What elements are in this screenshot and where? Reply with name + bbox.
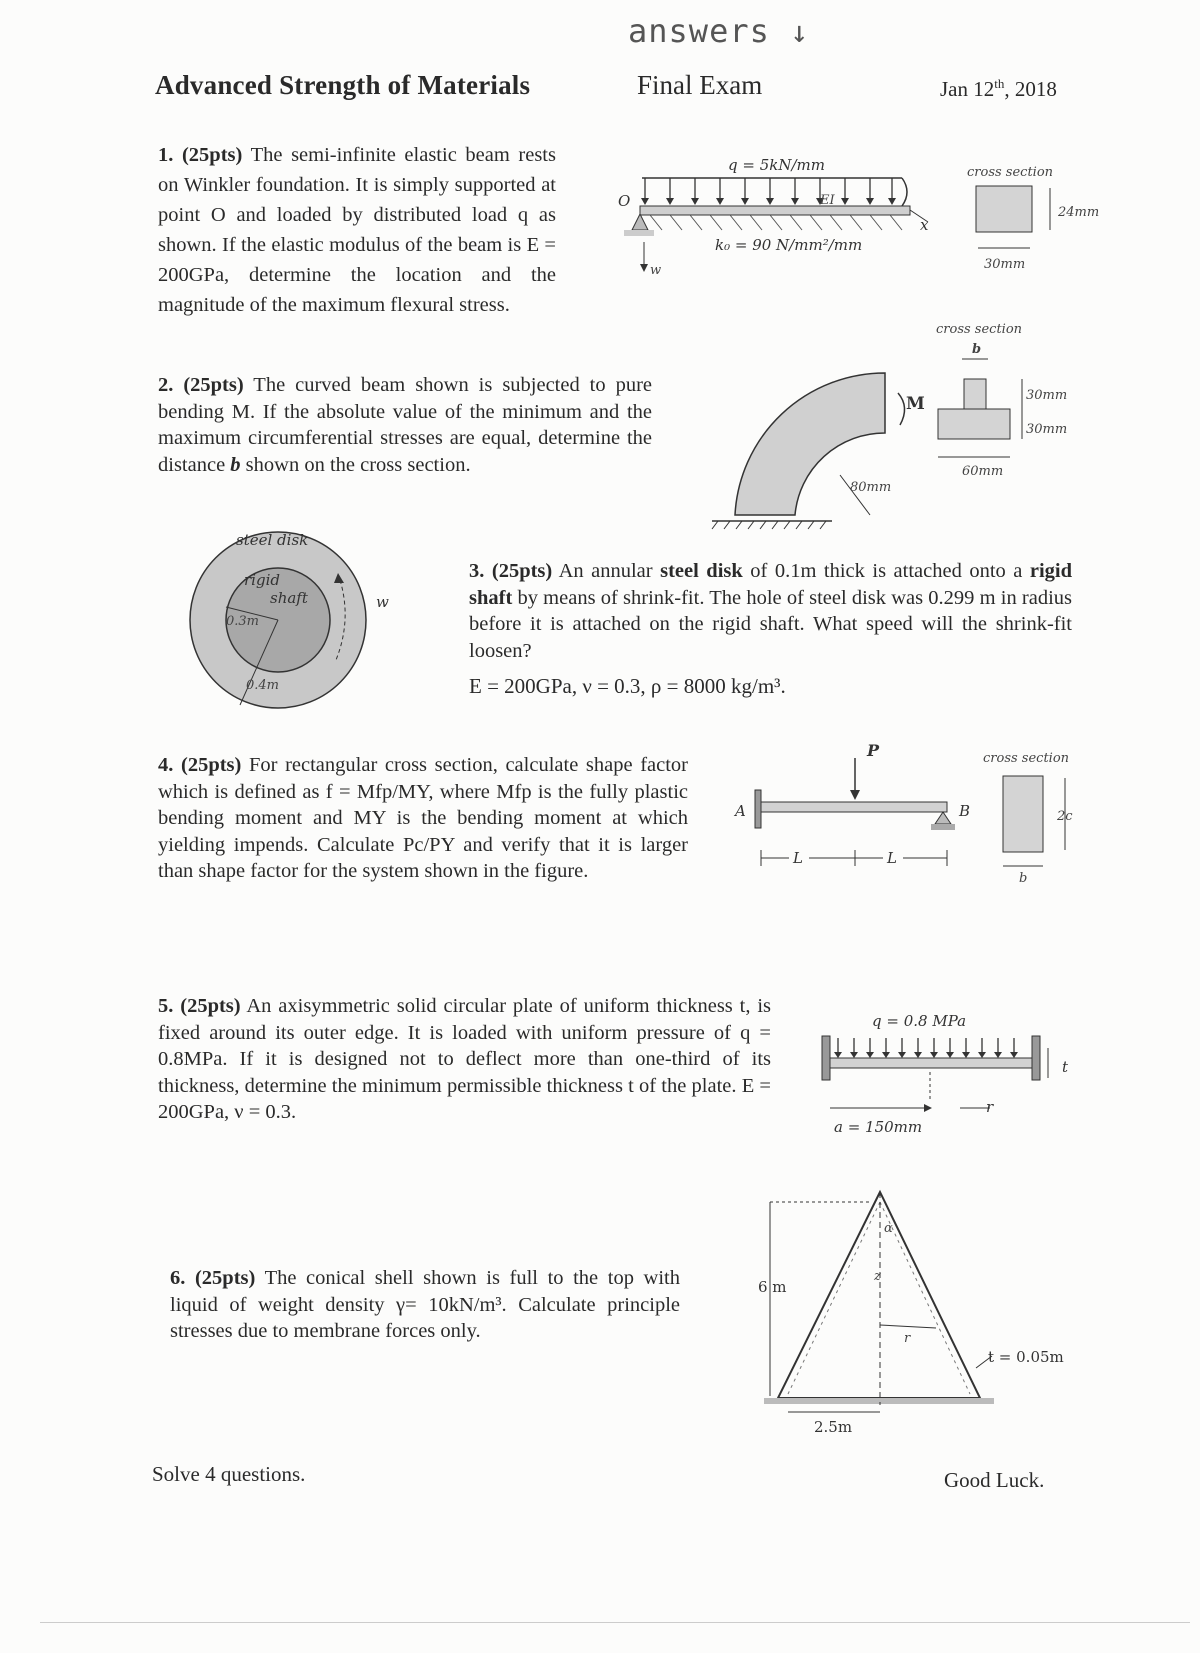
problem-4-figure (725, 738, 1095, 888)
p1-load-arrows (645, 178, 892, 200)
p6-thickness: t = 0.05m (988, 1348, 1064, 1366)
p1-foundation-label: k₀ = 90 N/mm²/mm (715, 236, 863, 254)
p1-point-o: O (618, 192, 631, 210)
p3-shaft-label-2: shaft (270, 589, 308, 607)
p6-height: 6 m (758, 1278, 787, 1296)
exam-title: Final Exam (637, 70, 763, 100)
p6-base: 2.5m (814, 1418, 853, 1436)
p2-cs-width: 60mm (962, 464, 1004, 479)
p1-pin-support (632, 214, 648, 230)
p5-radius-label: a = 150mm (834, 1118, 923, 1136)
footer-closing: Good Luck. (944, 1468, 1045, 1492)
p4-cs-title: cross section (983, 751, 1070, 766)
footer-instruction: Solve 4 questions. (152, 1462, 306, 1486)
p4-cs-width: b (1019, 871, 1028, 886)
p5-load-label: q = 0.8 MPa (872, 1012, 967, 1030)
course-title: Advanced Strength of Materials (155, 70, 531, 100)
p3-disk-label: steel disk (236, 531, 309, 549)
problem-3: 3. (25pts) An annular steel disk of 0.1m thick is attached onto a rigid shaft by means of shrink-fit. The hole of steel disk was 0.299 m in radius before it is attached on the rigid shaft. What speed will the shrink-fit loosen? (469, 560, 1072, 662)
p1-x-axis: x (920, 216, 929, 234)
p5-right-wall (1032, 1036, 1040, 1080)
p3-shaft-label-1: rigid (244, 571, 280, 589)
p6-r: r (904, 1331, 911, 1346)
problem-3-figure (180, 525, 410, 715)
p2-radius-label: 80mm (850, 480, 892, 495)
p2-cs-b: b (972, 342, 982, 357)
p1-beam (640, 206, 910, 215)
p3-omega-label: w (376, 593, 389, 611)
exam-date: Jan 12th, 2018 (940, 76, 1057, 101)
problem-5-figure (810, 1000, 1100, 1140)
p4-span-2: L (887, 849, 897, 867)
p2-cs-flange (938, 409, 1010, 439)
problem-6-figure (740, 1180, 1100, 1440)
p5-thickness-label: t (1062, 1058, 1069, 1076)
p1-cross-section (976, 186, 1032, 232)
p1-cs-width: 30mm (984, 257, 1026, 272)
p2-cs-web (964, 379, 986, 409)
page-bottom-rule (40, 1622, 1190, 1623)
p4-roller-support (935, 812, 951, 824)
problem-1: 1. (25pts) The semi-infinite elastic beam rests on Winkler foundation. It is simply supported at point O and loaded by distributed load q as shown. If the elastic modulus of the beam is E = 200GPa, determine the location and the magnitude of the maximum flexural stress. (158, 144, 556, 316)
p1-cs-title: cross section (967, 165, 1054, 180)
p2-moment-label: M (906, 394, 925, 414)
p2-cs-title: cross section (936, 322, 1023, 337)
p1-ei-label: EI (820, 193, 835, 208)
problem-3-properties: E = 200GPa, ν = 0.3, ρ = 8000 kg/m³. (469, 674, 786, 698)
p6-cone-shell (778, 1192, 980, 1398)
p4-point-a: A (735, 802, 746, 820)
p4-point-b: B (959, 802, 971, 820)
p5-left-wall (822, 1036, 830, 1080)
p4-cross-section (1003, 776, 1043, 852)
p2-cs-h1: 30mm (1026, 388, 1068, 403)
p1-w-axis: w (650, 263, 662, 278)
problem-2: 2. (25pts) The curved beam shown is subjected to pure bending M. If the absolute value of the minimum and the maximum circumferential stresses are equal, determine the distance b shown on the cross section. (158, 374, 653, 476)
p4-wall (755, 790, 761, 828)
handwritten-note: answers ↓ (628, 12, 810, 50)
problem-5: 5. (25pts) An axisymmetric solid circular plate of uniform thickness t, is fixed around its outer edge. It is loaded with uniform pressure of q = 0.8MPa. If it is designed not to deflect more than one-third of its thickness, determine the minimum permissible thickness t of the plate. E = 200GPa, ν = 0.3. (158, 995, 772, 1123)
p4-span-1: L (793, 849, 803, 867)
p3-inner-radius: 0.3m (226, 614, 260, 629)
p4-cs-height: 2c (1057, 809, 1073, 824)
p2-cs-h2: 30mm (1026, 422, 1068, 437)
problem-6: 6. (25pts) The conical shell shown is full to the top with liquid of weight density γ= 10kN/m³. Calculate principle stresses due to membrane forces only. (170, 1267, 680, 1342)
p5-plate (830, 1058, 1032, 1068)
problem-4: 4. (25pts) For rectangular cross section, calculate shape factor which is defined as f = Mfp/MY, where Mfp is the fully plastic bending moment and MY is the bending moment at which yielding impends. Calculate Pc/PY and verify that it is larger than shape factor for the system shown in the figure. (158, 754, 689, 882)
problem-2-figure (700, 315, 1100, 535)
p4-load-label: P (867, 741, 880, 760)
problem-1-figure (610, 150, 1110, 290)
p1-cs-height: 24mm (1058, 205, 1100, 220)
p4-beam (761, 802, 947, 812)
p1-load-label: q = 5kN/mm (728, 156, 825, 174)
p5-r-axis: r (986, 1098, 994, 1116)
p6-alpha: α (884, 1221, 893, 1236)
p3-outer-radius: 0.4m (246, 678, 280, 693)
p6-z: z (874, 1269, 881, 1284)
